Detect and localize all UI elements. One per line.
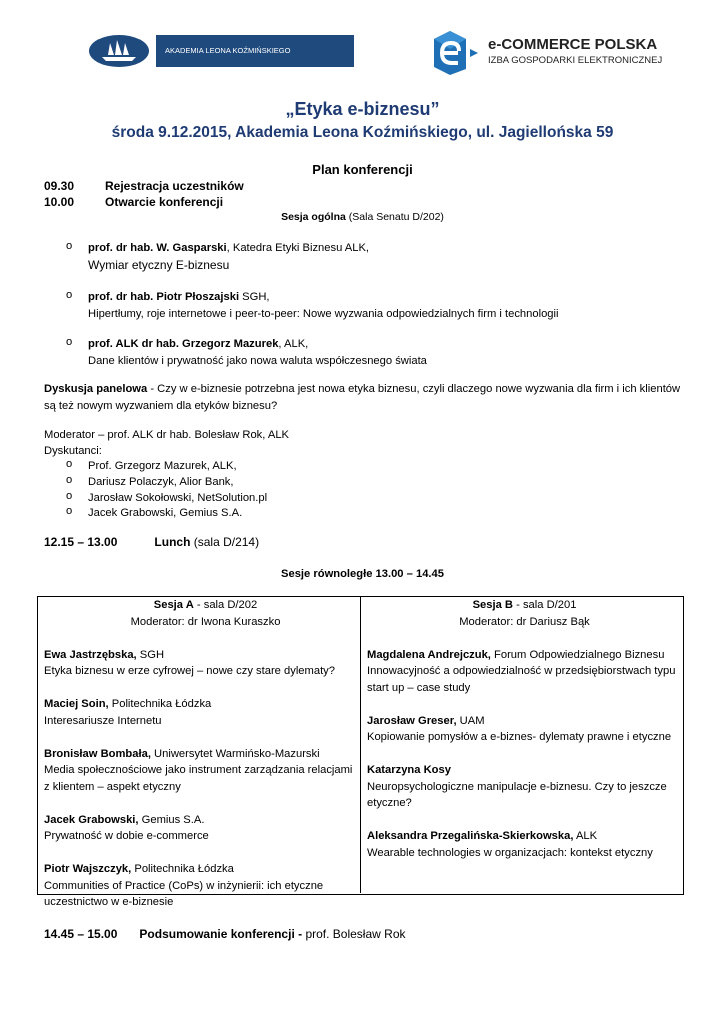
panel-description: Dyskusja panelowa - Czy w e-biznesie potrzebna jest nowa etyka biznesu, czyli dlaczego nowe wyzwania dla firm i ich klientów są też nowym wyzwaniem dla etyków biznesu? [44, 383, 681, 412]
agenda-time: 09.30 [44, 179, 75, 193]
ecommerce-logo-subtitle: IZBA GOSPODARKI ELEKTRONICZNEJ [488, 55, 663, 66]
parallel-sessions-heading: Sesje równoległe 13.00 – 14.45 [281, 568, 444, 580]
session-b-column: Sesja B - sala D/201 Moderator: dr Dariusz Bąk Magdalena Andrejczuk, Forum Odpowiedzialnego Biznesu Innowacyjność a odpowiedzialność w przedsiębiorstwach typu start up – case study Jarosław Greser, UAM Kopiowanie pomysłów a e-biznes- dylematy prawne i etyczne Katarzyna Kosy Neuropsychologiczne manipulacje e-biznesu. Czy to jeszcze etyczne? Aleksandra Przegalińska-Skierkowska, ALK Wearable technologies w organizacjach: kontekst etyczny [367, 599, 676, 859]
summary-row: 14.45 – 15.00 Podsumowanie konferencji - prof. Bolesław Rok [44, 927, 406, 941]
ecommerce-logo-title: e-COMMERCE POLSKA [488, 36, 658, 53]
plan-heading: Plan konferencji [312, 162, 413, 177]
general-session-heading: Sesja ogólna (Sala Senatu D/202) [281, 211, 444, 223]
alk-ship-logo [88, 33, 150, 69]
page-subtitle: środa 9.12.2015, Akademia Leona Koźmińskiego, ul. Jagiellońska 59 [111, 124, 614, 141]
ecommerce-logo-icon [432, 29, 480, 77]
alk-logo-text: AKADEMIA LEONA KOŹMIŃSKIEGO [156, 35, 354, 67]
agenda-label: Rejestracja uczestników [105, 179, 244, 193]
session-a-column: Sesja A - sala D/202 Moderator: dr Iwona Kuraszko Ewa Jastrzębska, SGH Etyka biznesu w erze cyfrowej – nowe czy stare dylematy? Maciej Soin, Politechnika Łódzka Interesariusze Internetu Bronisław Bombała, Uniwersytet Warmińsko-Mazurski Media społecznościowe jako instrument zarządzania relacjami z klientem – aspekt etyczny Jacek Grabowski, Gemius S.A. Prywatność w dobie e-commerce Piotr Wajszczyk, Politechnika Łódzka Communities of Practice (CoPs) w inżynierii: ich etyczne uczestnictwo w e-biznesie [44, 599, 353, 908]
panel-moderator: Moderator – prof. ALK dr hab. Bolesław Rok, ALK Dyskutanci: [44, 429, 290, 457]
page-title: „Etyka e-biznesu” [285, 99, 440, 119]
agenda-time: 10.00 [44, 195, 75, 209]
lunch-row: 12.15 – 13.00 Lunch (sala D/214) [44, 535, 260, 549]
document-page: AKADEMIA LEONA KOŹMIŃSKIEGO e-COMMERCE POLSKA IZBA GOSPODARKI ELEKTRONICZNEJ „Etyka e-biznesu” środa 9.12.2015, Akademia Leona Koźmińskiego, ul. Jagiellońska 59 Plan konferencji 09.30 Rejestracja uczestników 10.00 Otwarcie konferencji Sesja ogólna (Sala Senatu D/202) o prof. dr hab. W. Gasparski, Katedra Etyki Biznesu ALK, Wymiar etyczny E-biznesu o prof. dr hab. Piotr Płoszajski SGH, Hipertłumy, roje internetowe i peer-to-peer: Nowe wyzwania odpowiedzialnych firm i technologii o prof. ALK dr hab. Grzegorz Mazurek, ALK, Dane klientów i prywatność jako nowa waluta współczesnego świata Dyskusja panelowa - Czy w e-biznesie potrzebna jest nowa etyka biznesu, czyli dlaczego nowe wyzwania dla firm i ich klientów są też nowym wyzwaniem dla etyków biznesu? Moderator – prof. ALK dr hab. Bolesław Rok, ALK Dyskutanci: o Prof. Grzegorz Mazurek, ALK, o Dariusz Polaczyk, Alior Bank, o Jarosław Sokołowski, NetSolution.pl o Jacek Grabowski, Gemius S.A. 12.15 – 13.00 Lunch (sala D/214) Sesje równoległe 13.00 – 14.45 Sesja A - sala D/202 Moderator: dr Iwona Kuraszko Ewa Jastrzębska, SGH Etyka biznesu w erze cyfrowej – nowe czy stare dylematy? Maciej Soin, Politechnika Łódzka Interesariusze Internetu Bronisław Bombała, Uniwersytet Warmińsko-Mazurski Media społecznościowe jako instrument zarządzania relacjami z klientem – aspekt etyczny Jacek Grabowski, Gemius S.A. Prywatność w dobie e-commerce Piotr Wajszczyk, Politechnika Łódzka Communities of Practice (CoPs) w inżynierii: ich etyczne uczestnictwo w e-biznesie Sesja B - sala D/201 Moderator: dr Dariusz Bąk Magdalena Andrejczuk, Forum Odpowiedzialnego Biznesu Innowacyjność a odpowiedzialność w przedsiębiorstwach typu start up – case study Jarosław Greser, UAM Kopiowanie pomysłów a e-biznes- dylematy prawne i etyczne Katarzyna Kosy Neuropsychologiczne manipulacje e-biznesu. Czy to jeszcze etyczne? Aleksandra Przegalińska-Skierkowska, ALK Wearable technologies w organizacjach: kontekst etyczny 14.45 – 15.00 Podsumowanie konferencji - prof. Bolesław Rok [0, 0, 725, 1024]
agenda-label: Otwarcie konferencji [105, 195, 224, 209]
